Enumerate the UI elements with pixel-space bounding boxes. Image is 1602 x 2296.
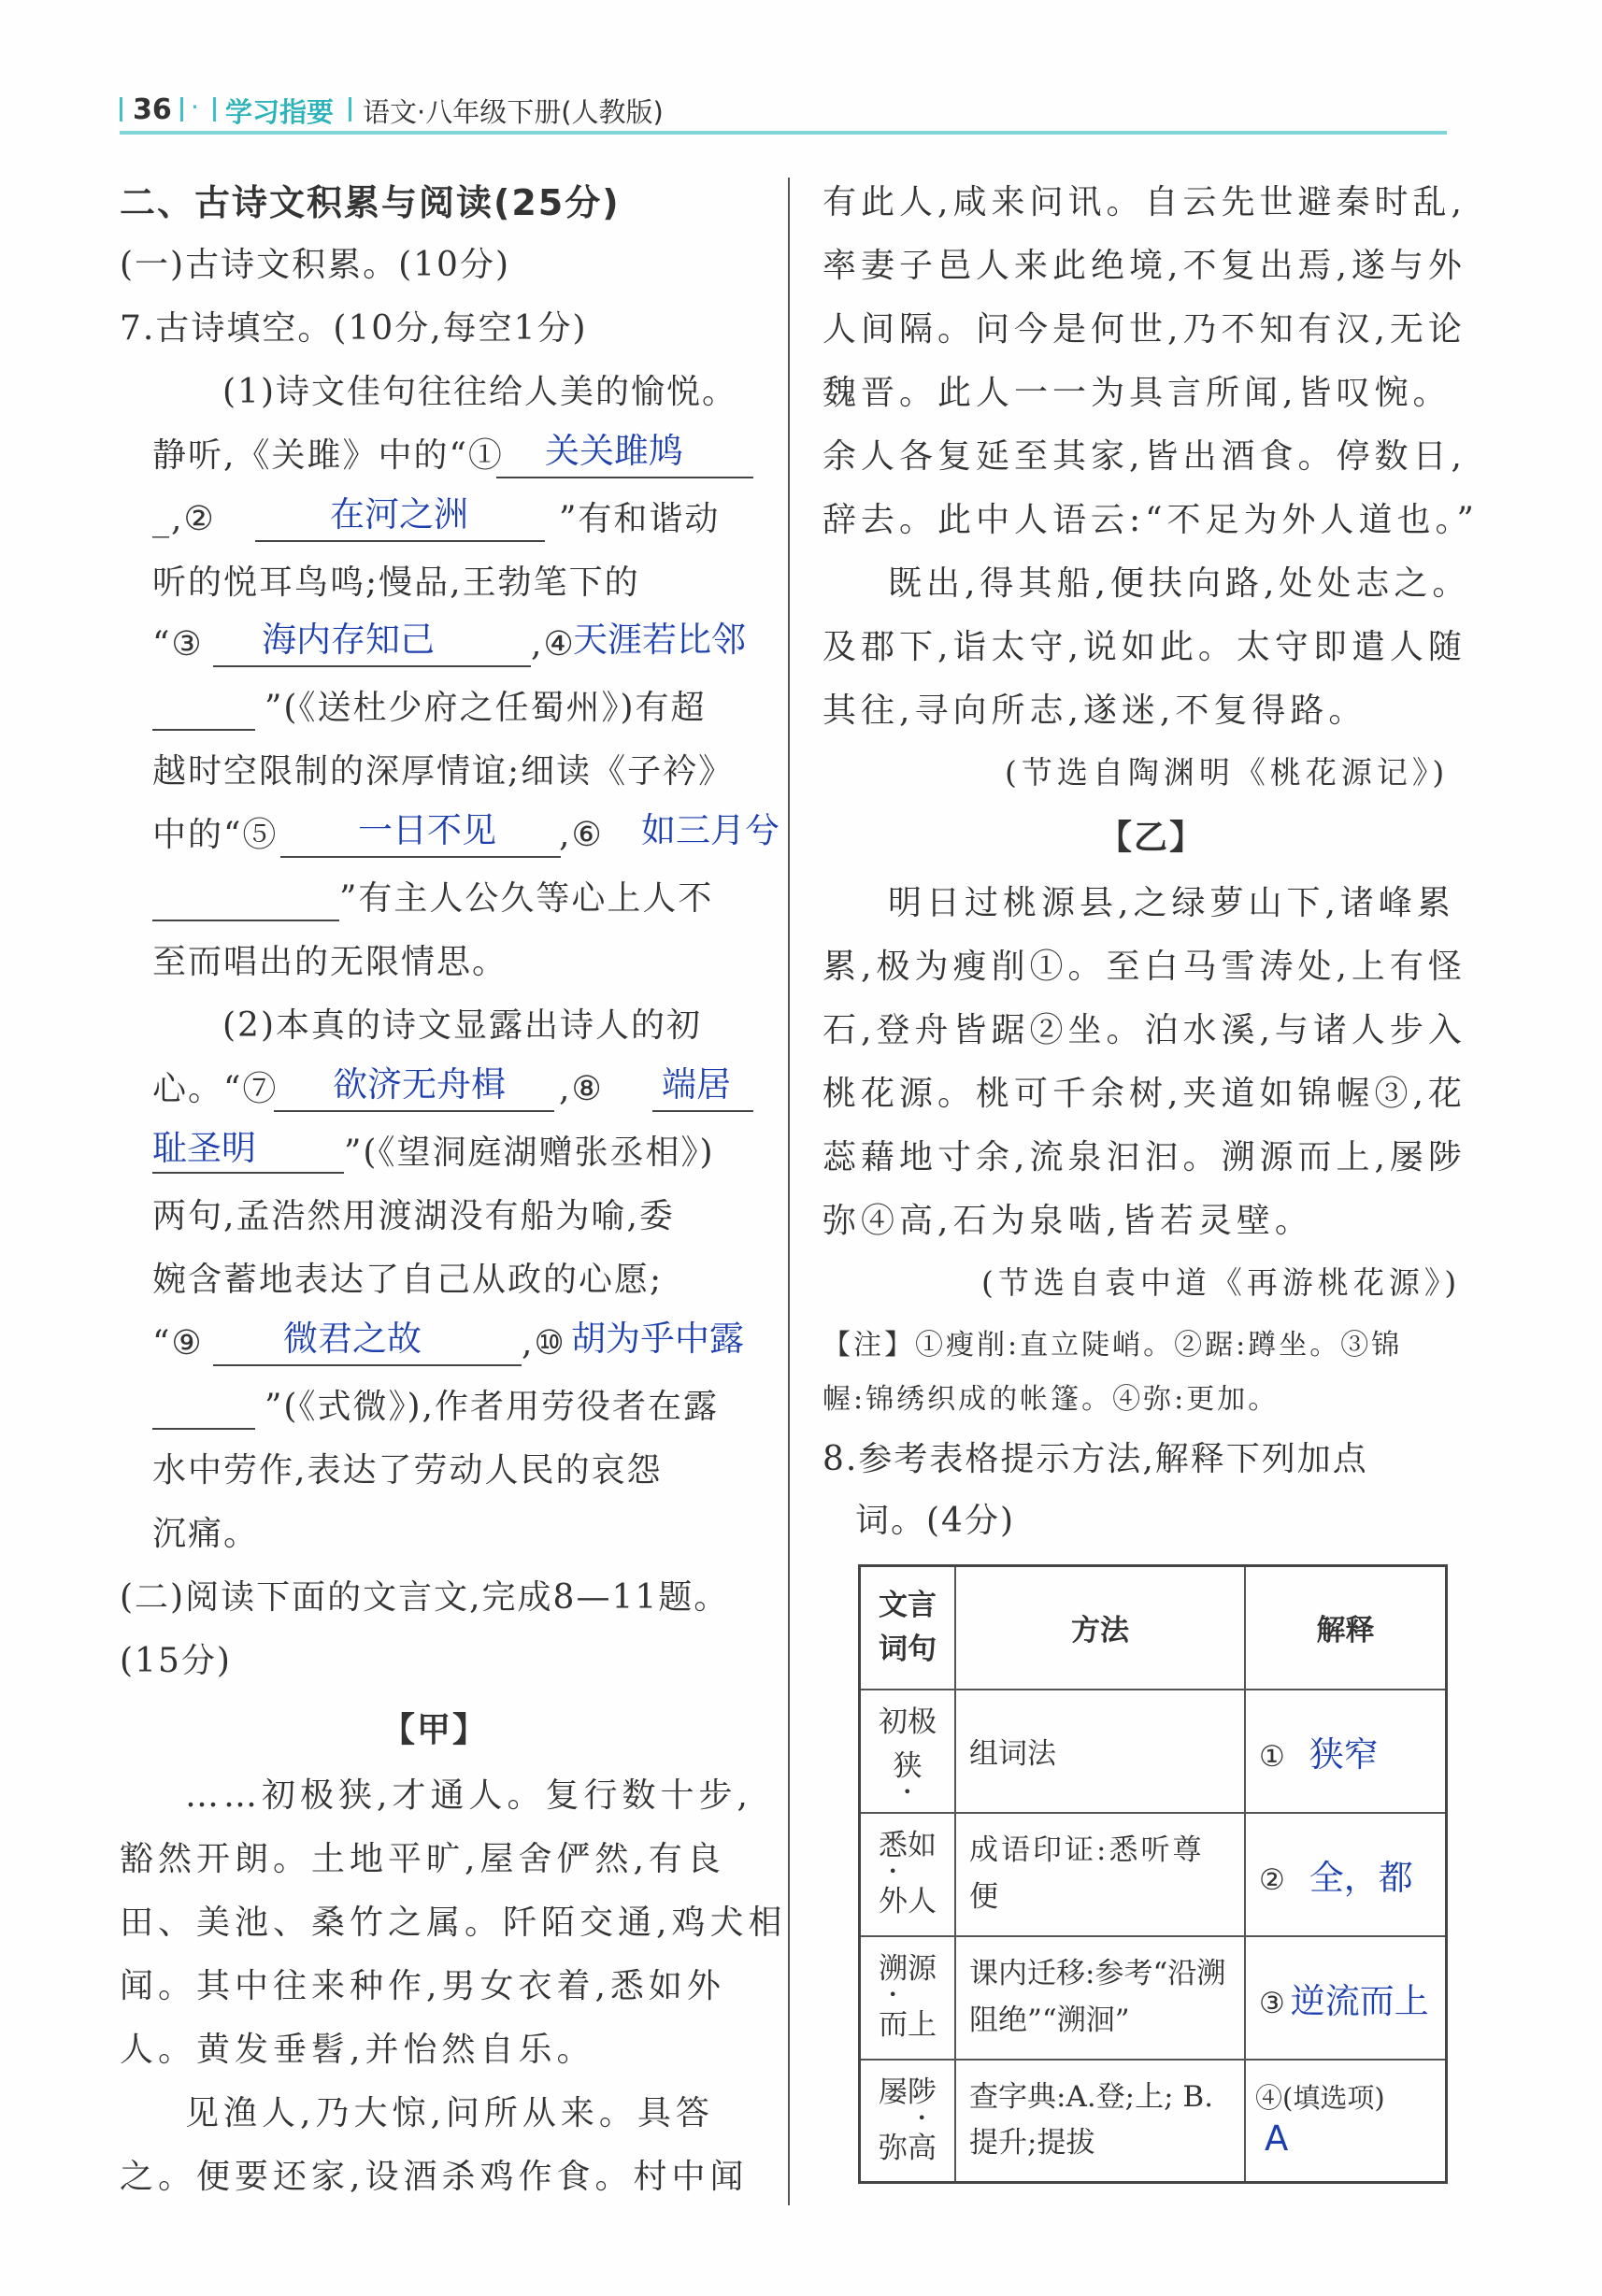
answer-5: 一日不见 — [358, 810, 496, 850]
explain-cell — [1245, 1690, 1447, 1813]
text-line: 石,登舟皆踞②坐。泊水溪,与诸人步入 — [822, 1011, 1466, 1049]
answer-number: ② — [1259, 1862, 1285, 1897]
note-line: 幄:锦绣织成的帐篷。④弥:更加。 — [822, 1383, 1280, 1416]
text-line: ”(《送杜少府之任蜀州》)有超 — [265, 689, 707, 727]
method-cell: 组词法 — [955, 1690, 1245, 1813]
blank-line — [280, 856, 561, 858]
text-line: “⑨ — [152, 1324, 204, 1362]
text-line: (1)诗文佳句往往给人美的愉悦。 — [222, 373, 737, 411]
text-line: 中的“⑤ — [152, 816, 279, 854]
header-guide: 学习指要 — [225, 96, 335, 128]
subsection-score: (15分) — [120, 1642, 232, 1680]
explain-cell — [1245, 2060, 1447, 2183]
answer-6: 如三月兮 — [641, 810, 780, 850]
text-line: 魏晋。此人一一为具言所闻,皆叹惋。 — [822, 374, 1452, 412]
text-line: ,⑩ — [522, 1324, 566, 1362]
text-line: 之。便要还家,设酒杀鸡作食。村中闻 — [120, 2158, 749, 2196]
explain-cell — [1245, 1813, 1447, 1936]
answer-10: 胡为乎中露 — [571, 1319, 744, 1359]
header-cell-method — [955, 1566, 1245, 1690]
page-header — [120, 92, 1447, 129]
text-line: 水中劳作,表达了劳动人民的哀怨 — [152, 1451, 663, 1490]
blank-line — [152, 1172, 344, 1174]
text-line: 累,极为瘦削①。至白马雪涛处,上有怪 — [822, 948, 1466, 986]
answer-3: 海内存知己 — [262, 620, 435, 660]
answer-8a: 端居 — [662, 1064, 731, 1105]
blank-line — [152, 729, 255, 731]
text-line: ……初极狭,才通人。复行数十步, — [185, 1776, 752, 1815]
answer-8b: 耻圣明 — [152, 1128, 256, 1168]
text-line: 及郡下,诣太守,说如此。太守即遣人随 — [822, 628, 1466, 666]
header-bar — [120, 97, 122, 121]
table-header-row — [860, 1566, 1447, 1690]
table-answer-3: 逆流而上 — [1290, 1980, 1429, 2021]
question-8-title: 8.参考表格提示方法,解释下列加点 — [822, 1440, 1368, 1478]
table-answer-2: 全，都 — [1309, 1857, 1413, 1898]
method-cell: 成语印证:悉听尊便 — [955, 1813, 1245, 1936]
text-line: 人间隔。问今是何世,乃不知有汉,无论 — [822, 310, 1466, 349]
blank-line — [152, 1428, 255, 1430]
section-title: 二、古诗文积累与阅读(25分) — [120, 182, 621, 223]
text-line: 沉痛。 — [152, 1515, 260, 1553]
text-line: 两句,孟浩然用渡湖没有船为喻,委 — [152, 1197, 675, 1235]
method-cell: 课内迁移:参考“沿溯阻绝”“溯洄” — [955, 1936, 1245, 2060]
text-line: ,⑧ — [559, 1070, 604, 1108]
text-line: _,② — [152, 500, 216, 538]
table-row — [860, 2060, 1447, 2183]
text-line: 越时空限制的深厚情谊;细读《子衿》 — [152, 752, 735, 791]
header-bar — [349, 97, 351, 121]
text-line: 桃花源。桃可千余树,夹道如锦幄③,花 — [822, 1075, 1466, 1113]
text-line: 豁然开朗。土地平旷,屋舍俨然,有良 — [120, 1840, 725, 1878]
explain-cell — [1245, 1936, 1447, 2060]
phrase-cell: 初极 狭 — [860, 1690, 956, 1813]
text-line: ”(《式微》),作者用劳役者在露 — [265, 1388, 719, 1426]
table-row — [860, 1936, 1447, 2060]
blank-line — [213, 1364, 522, 1366]
text-line: ”有和谐动 — [559, 500, 721, 538]
text-line: 既出,得其船,便扶向路,处处志之。 — [888, 564, 1471, 603]
text-line: “③ — [152, 625, 204, 663]
phrase-cell: 屡陟 弥高 — [860, 2060, 956, 2183]
text-line: ”有主人公久等心上人不 — [339, 879, 714, 918]
question-7-title: 7.古诗填空。(10分,每空1分) — [120, 309, 588, 348]
table-answer-4: A — [1265, 2118, 1289, 2160]
subsection-title: (一)古诗文积累。(10分) — [120, 246, 510, 284]
blank-line — [152, 920, 339, 921]
text-line: 听的悦耳鸟鸣;慢品,王勃笔下的 — [152, 563, 640, 602]
answer-9: 微君之故 — [283, 1319, 422, 1359]
blank-line — [496, 477, 753, 478]
text-line: 见渔人,乃大惊,问所从来。具答 — [185, 2094, 714, 2132]
text-line: 蕊藉地寸余,流泉汩汩。溯源而上,屡陟 — [822, 1138, 1466, 1177]
answer-number: ③ — [1259, 1986, 1285, 2020]
header-book-title: 语文·八年级下册(人教版) — [363, 96, 664, 128]
jia-source: (节选自陶渊明《桃花源记》) — [1005, 754, 1450, 791]
text-line: ,④ — [531, 625, 576, 663]
phrase-cell: 溯源 而上 — [860, 1936, 956, 2060]
page-number: 36 — [133, 93, 172, 126]
subsection-title: (二)阅读下面的文言文,完成8—11题。 — [120, 1578, 730, 1617]
blank-line — [255, 540, 545, 542]
answer-7: 欲济无舟楫 — [333, 1064, 506, 1105]
jia-title: 【甲】 — [381, 1711, 489, 1749]
text-line: 辞去。此中人语云:“不足为外人道也。” — [822, 501, 1479, 539]
blank-line — [213, 665, 531, 667]
text-line: 人。黄发垂髫,并怡然自乐。 — [120, 2031, 595, 2069]
phrase-cell: 悉如 外人 — [860, 1813, 956, 1936]
text-line: 婉含蓄地表达了自己从政的心愿; — [152, 1261, 664, 1299]
text-line: 静听,《关雎》中的“① — [152, 436, 504, 475]
text-line: 明日过桃源县,之绿萝山下,诸峰累 — [888, 884, 1455, 922]
method-table — [858, 1564, 1448, 2184]
text-line: 率妻子邑人来此绝境,不复出焉,遂与外 — [822, 247, 1466, 285]
header-bar — [180, 97, 183, 121]
text-line: 心。“⑦ — [152, 1070, 279, 1108]
blank-line — [274, 1110, 554, 1112]
text-line: 其往,寻向所志,遂迷,不复得路。 — [822, 692, 1367, 730]
header-cell-phrase — [860, 1566, 956, 1690]
header-rule — [120, 131, 1447, 135]
answer-4: 天涯若比邻 — [573, 620, 746, 660]
method-cell: 查字典:A.登;上; B.提升;提拔 — [955, 2060, 1245, 2183]
text-line: 弥④高,石为泉啮,皆若灵壁。 — [822, 1202, 1313, 1240]
text-line: 有此人,咸来问讯。自云先世避秦时乱, — [822, 183, 1466, 221]
answer-1: 关关雎鸠 — [545, 431, 683, 471]
header-explain-label: 解释 — [1316, 1614, 1375, 1648]
header-bar — [213, 97, 216, 121]
header-dot: · — [191, 92, 199, 122]
text-line: ,⑥ — [559, 816, 604, 854]
text-line: 闻。其中往来种作,男女衣着,悉如外 — [120, 1967, 725, 2005]
answer-number: ④(填选项) — [1255, 2082, 1385, 2115]
table-row — [860, 1813, 1447, 1936]
yi-title: 【乙】 — [1098, 819, 1206, 857]
table-answer-1: 狭窄 — [1309, 1733, 1379, 1775]
blank-line — [652, 1110, 753, 1112]
yi-source: (节选自袁中道《再游桃花源》) — [981, 1264, 1462, 1301]
column-divider — [788, 178, 790, 2205]
text-line: (2)本真的诗文显露出诗人的初 — [222, 1006, 702, 1045]
text-line: 余人各复延至其家,皆出酒食。停数日, — [822, 437, 1466, 476]
text-line: ”(《望洞庭湖赠张丞相》) — [344, 1134, 715, 1172]
text-line: 田、美池、桑竹之属。阡陌交通,鸡犬相 — [120, 1904, 787, 1942]
note-line: 【注】①瘦削:直立陡峭。②踞:蹲坐。③锦 — [822, 1329, 1403, 1362]
text-line: 至而唱出的无限情思。 — [152, 943, 508, 981]
header-cell-explain — [1245, 1566, 1447, 1690]
header-phrase-label: 文言 词句 — [879, 1589, 937, 1666]
answer-number: ① — [1259, 1739, 1285, 1774]
header-method-label: 方法 — [1071, 1614, 1129, 1648]
table-row — [860, 1690, 1447, 1813]
answer-2: 在河之洲 — [330, 494, 468, 535]
question-8-title-cont: 词。(4分) — [855, 1502, 1015, 1540]
